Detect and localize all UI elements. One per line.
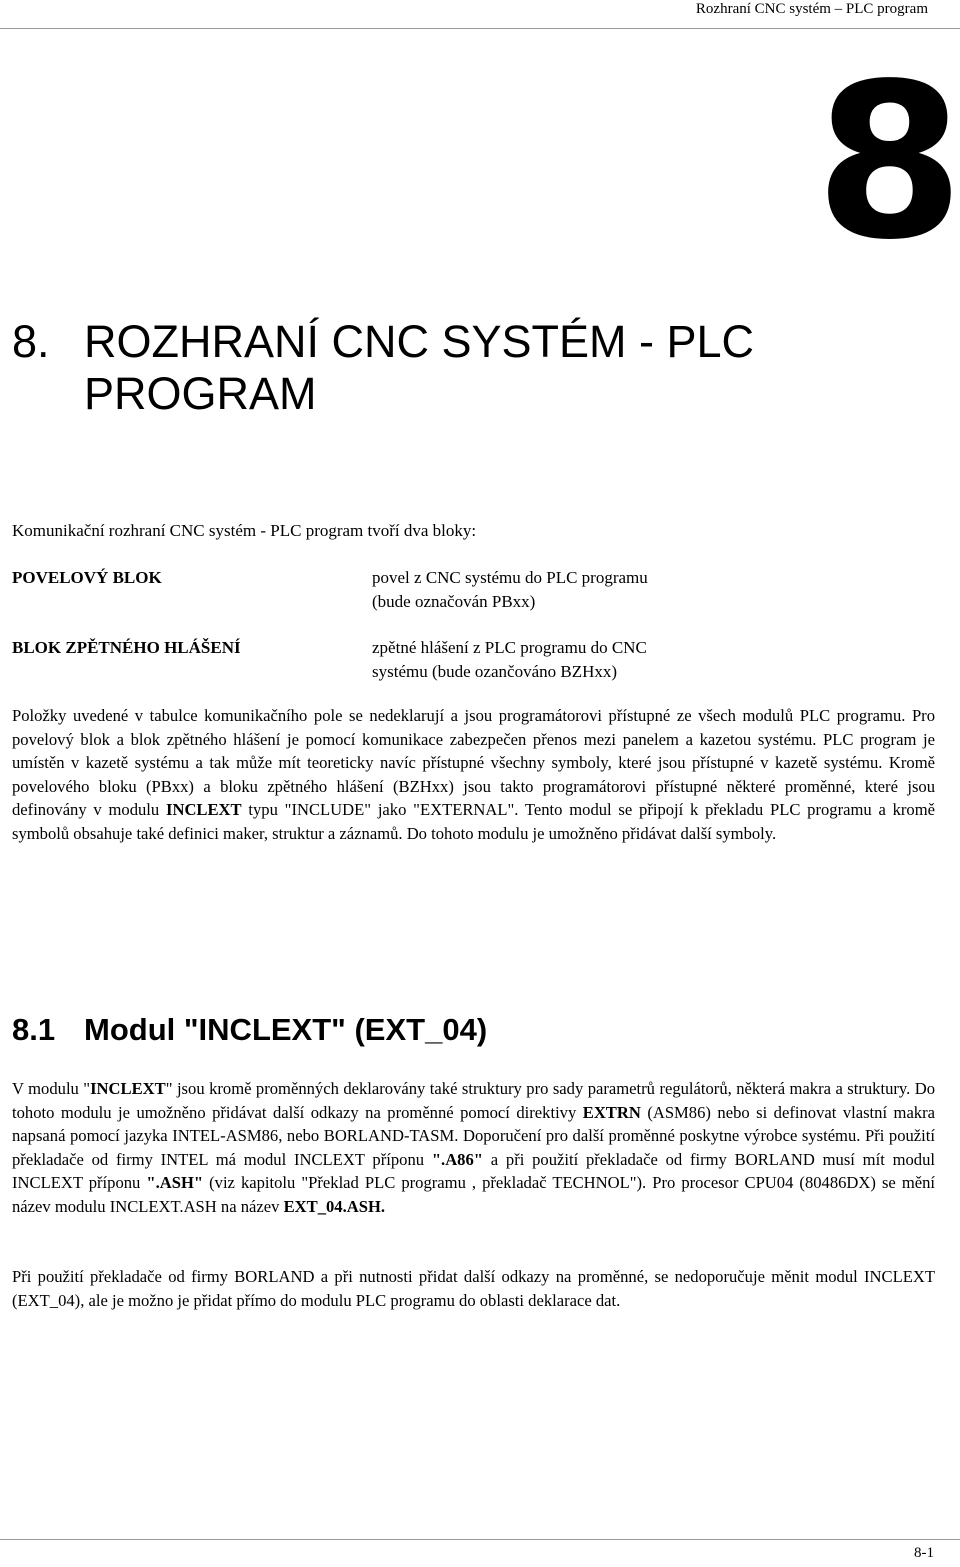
definition-description-line: zpětné hlášení z PLC programu do CNC — [372, 638, 647, 657]
text-run: " jsou kromě proměnných deklarovány také struktury pro sady parametrů regulátorů, některá makra a struktury. Do tohoto modulu je umožněno přidávat další odkazy na proměnné pomocí direktivy — [12, 1079, 935, 1122]
definition-term: POVELOVÝ BLOK — [12, 568, 162, 587]
definition-description-line: systému (bude ozančováno BZHxx) — [372, 662, 618, 681]
definition-description — [372, 636, 712, 684]
text-run: a při použití překladače od firmy BORLAND musí mít modul INCLEXT příponu — [12, 1149, 935, 1193]
body-paragraph-1 — [12, 704, 935, 846]
bold-term: EXT_04.ASH. — [283, 1196, 386, 1216]
definition-description-line: (bude označován PBxx) — [372, 592, 536, 611]
section-number: 8.1 — [12, 1012, 56, 1047]
definition-description — [372, 566, 712, 614]
text-run: (ASM86) nebo si definovat vlastní makra napsaná pomocí jazyka INTEL-ASM86, nebo BORLAND-TASM. Doporučení pro další proměnné poskytne výrobce systému. Při použití překladače od firmy INTEL má modul INCLEXT příponu — [12, 1102, 935, 1169]
definition-item — [12, 566, 752, 614]
chapter-title-line-1: ROZHRANÍ CNC SYSTÉM - PLC — [84, 316, 755, 367]
bold-term: INCLEXT — [90, 1079, 166, 1098]
chapter-number: 8. — [12, 316, 50, 367]
chapter-title-line-2: PROGRAM — [84, 368, 317, 419]
body-paragraph-2 — [12, 1077, 935, 1219]
text-run: V modulu " — [12, 1079, 91, 1098]
bold-term: EXTRN — [582, 1102, 641, 1122]
chapter-title-text — [84, 316, 754, 420]
footer-rule — [0, 1539, 960, 1540]
text-run: Položky uvedené v tabulce komunikačního pole se nedeklarují a jsou programátorovi přístupné ze všech modulů PLC programu. Pro povelový blok a blok zpětného hlášení je pomocí komunikace zabezpečen přenos mezi panelem a kazetou systému. PLC program je umístěn v kazetě systému a tak může mít teoreticky navíc přístupné všechny symboly, které jsou přístupné v kazetě systému. Kromě povelového bloku (PBxx) a bloku zpětného hlášení (BZHxx) jsou takto programátorovi přístupné některé proměnné, které jsou definovány v modulu — [12, 706, 935, 820]
text-run: (viz kapitolu "Překlad PLC programu , překladač TECHNOL"). Pro procesor CPU04 (80486DX) se mění název modulu INCLEXT.ASH na název — [12, 1173, 935, 1216]
definition-list — [12, 566, 752, 706]
body-paragraph-3: Při použití překladače od firmy BORLAND a při nutnosti přidat další odkazy na proměnné, se nedoporučuje měnit modul INCLEXT (EXT_04), ale je možno je přidat přímo do modulu PLC programu do oblasti deklarace dat. — [12, 1267, 935, 1310]
definition-item — [12, 636, 752, 684]
section-title-text: Modul "INCLEXT" (EXT_04) — [84, 1012, 488, 1047]
chapter-title — [12, 316, 912, 420]
running-header — [0, 0, 960, 29]
definition-description-line: povel z CNC systému do PLC programu — [372, 568, 648, 587]
bold-term: ".A86" — [431, 1149, 483, 1169]
running-header-title: Rozhraní CNC systém – PLC program — [695, 1, 928, 17]
text-run: typu "INCLUDE" jako "EXTERNAL". Tento modul se připojí k překladu PLC programu a kromě symbolů obsahuje také definici maker, struktur a záznamů. Do tohoto modulu je umožněno přidávat další symboly. — [12, 800, 935, 843]
page-number: 8-1 — [914, 1545, 934, 1561]
definition-term: BLOK ZPĚTNÉHO HLÁŠENÍ — [12, 638, 241, 657]
intro-paragraph: Komunikační rozhraní CNC systém - PLC program tvoří dva bloky: — [12, 521, 477, 540]
bold-term: ".ASH" — [146, 1173, 204, 1193]
section-heading — [12, 1010, 912, 1050]
chapter-big-number: 8 — [815, 38, 960, 287]
bold-term: INCLEXT — [166, 800, 242, 820]
